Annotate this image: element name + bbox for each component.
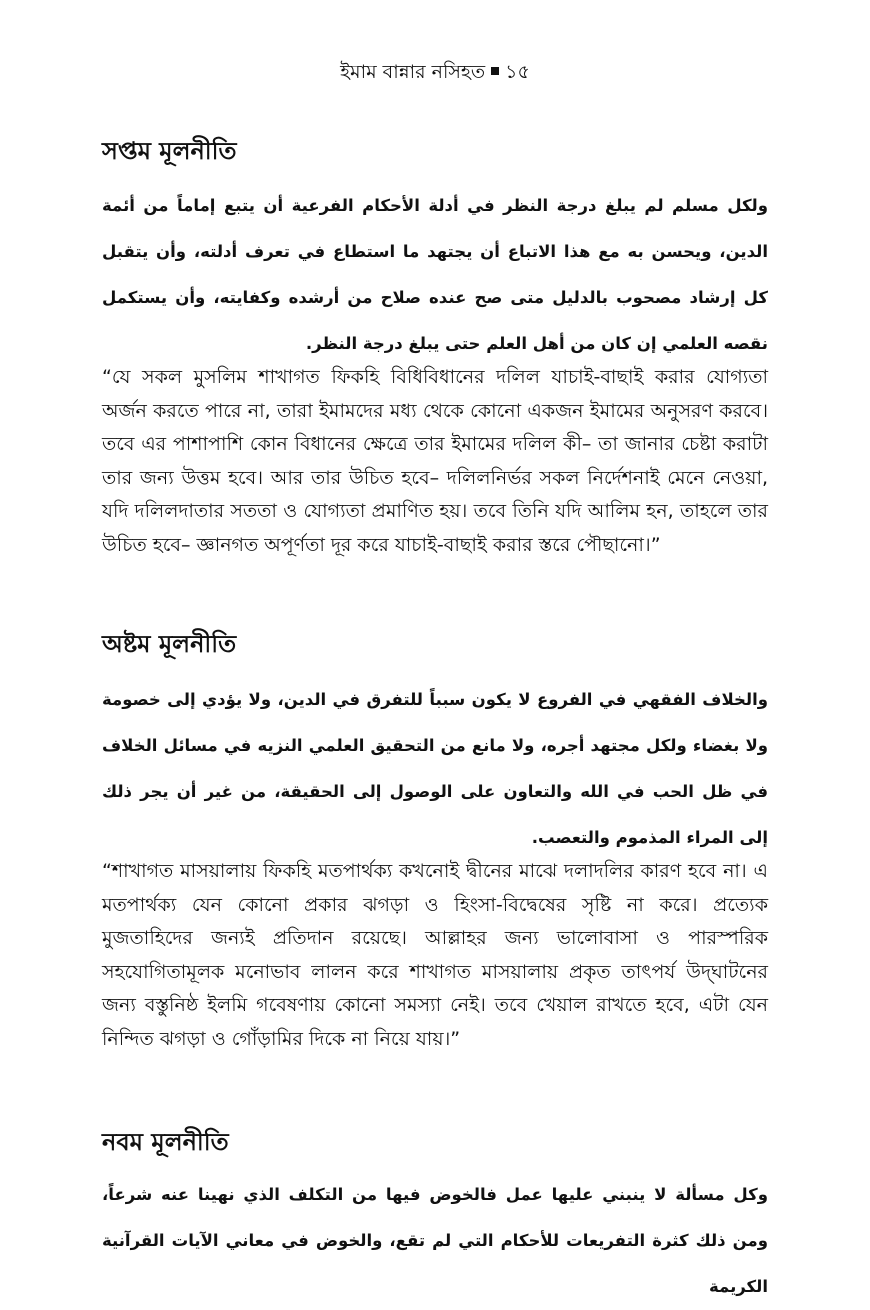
page-number: ১৫: [505, 61, 530, 83]
running-header: [0, 58, 870, 90]
arabic-passage-9: [102, 1172, 768, 1310]
arabic-text: وكل مسألة لا ينبني عليها عمل فالخوض فيها من التكلف الذي نهينا عنه شرعاً، ومن ذلك كثرة التفريعات للأحكام التي لم تقع، والخوض في معاني الآيات القرآنية الكريمة: [102, 1185, 768, 1296]
bengali-translation-7: [102, 361, 768, 562]
bengali-text: “শাখাগত মাসয়ালায় ফিকহি মতপার্থক্য কখনোই দ্বীনের মাঝে দলাদলির কারণ হবে না। এ মতপার্থক্য যেন কোনো প্রকার ঝগড়া ও হিংসা-বিদ্বেষের সৃষ্টি না করে। প্রত্যেক মুজতাহিদের জন্যই প্রতিদান রয়েছে। আল্লাহর জন্য ভালোবাসা ও পারস্পরিক সহযোগিতামূলক মনোভাব লালন করে শাখাগত মাসয়ালায় প্রকৃত তাৎপর্য উদ্‌ঘাটনের জন্য বস্তুনিষ্ঠ ইলমি গবেষণায় কোনো সমস্যা নেই। তবে খেয়াল রাখতে হবে, এটা যেন নিন্দিত ঝগড়া ও গোঁড়ামির দিকে না নিয়ে যায়।”: [102, 860, 768, 1050]
section-heading-7: সপ্তম মূলনীতি: [102, 137, 237, 165]
separator-square-icon: [491, 67, 499, 75]
running-title: ইমাম বান্নার নসিহত: [340, 61, 486, 83]
section-heading-8: অষ্টম মূলনীতি: [102, 630, 237, 658]
bengali-text: “যে সকল মুসলিম শাখাগত ফিকহি বিধিবিধানের দলিল যাচাই-বাছাই করার যোগ্যতা অর্জন করতে পারে না, তারা ইমামদের মধ্য থেকে কোনো একজন ইমামের অনুসরণ করবে। তবে এর পাশাপাশি কোন বিধানের ক্ষেত্রে তার ইমামের দলিল কী– তা জানার চেষ্টা করাটা তার জন্য উত্তম হবে। আর তার উচিত হবে– দলিলনির্ভর সকল নির্দেশনাই মেনে নেওয়া, যদি দলিলদাতার সততা ও যোগ্যতা প্রমাণিত হয়। তবে তিনি যদি আলিম হন, তাহলে তার উচিত হবে– জ্ঞানগত অপূর্ণতা দূর করে যাচাই-বাছাই করার স্তরে পৌছানো।”: [102, 366, 768, 556]
arabic-passage-8: [102, 677, 768, 861]
arabic-text: والخلاف الفقهي في الفروع لا يكون سبباً للتفرق في الدين، ولا يؤدي إلى خصومة ولا بغضاء ولكل مجتهد أجره، ولا مانع من التحقيق العلمي النزيه في مسائل الخلاف في ظل الحب في الله والتعاون على الوصول إلى الحقيقة، من غير أن يجر ذلك إلى المراء المذموم والتعصب.: [102, 690, 768, 847]
arabic-passage-7: [102, 183, 768, 367]
section-heading-9: নবম মূলনীতি: [102, 1128, 229, 1156]
arabic-text: ولكل مسلم لم يبلغ درجة النظر في أدلة الأحكام الفرعية أن يتبع إماماً من أئمة الدين، ويحسن به مع هذا الاتباع أن يجتهد ما استطاع في تعرف أدلته، وأن يتقبل كل إرشاد مصحوب بالدليل متى صح عنده صلاح من أرشده وكفايته، وأن يستكمل نقصه العلمي إن كان من أهل العلم حتى يبلغ درجة النظر.: [102, 196, 768, 353]
bengali-translation-8: [102, 855, 768, 1056]
